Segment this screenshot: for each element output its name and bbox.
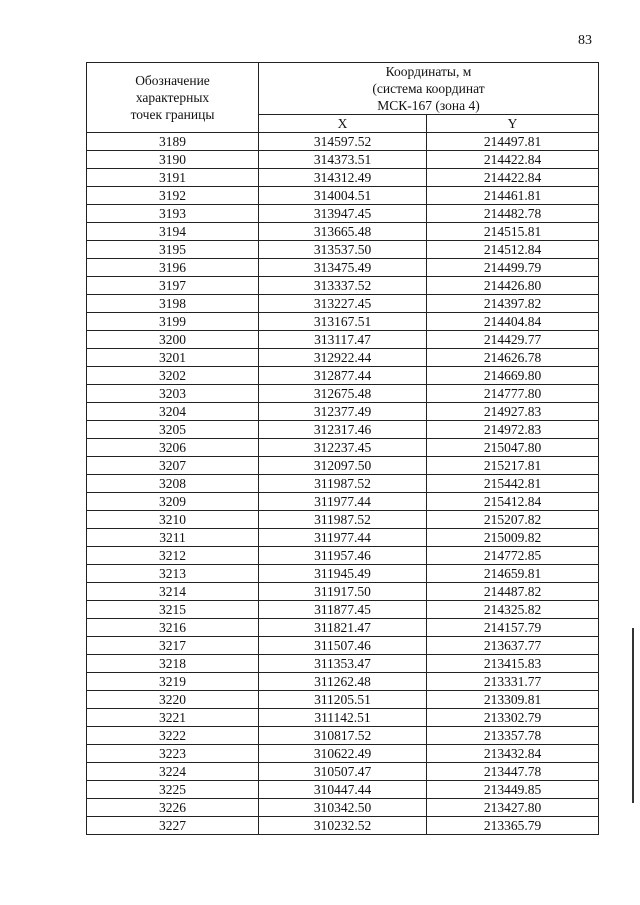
y-coordinate-cell: 214515.81 [427, 223, 599, 241]
point-id-cell: 3199 [87, 313, 259, 331]
table-row [87, 727, 599, 745]
table-row [87, 529, 599, 547]
y-coordinate-cell: 215412.84 [427, 493, 599, 511]
x-coordinate-cell: 313117.47 [259, 331, 427, 349]
table-row [87, 259, 599, 277]
table-row [87, 709, 599, 727]
point-id-cell: 3208 [87, 475, 259, 493]
y-coordinate-cell: 214497.81 [427, 133, 599, 151]
x-coordinate-cell: 311987.52 [259, 511, 427, 529]
x-coordinate-cell: 312377.49 [259, 403, 427, 421]
x-coordinate-cell: 314004.51 [259, 187, 427, 205]
x-coordinate-cell: 313947.45 [259, 205, 427, 223]
y-coordinate-cell: 213432.84 [427, 745, 599, 763]
y-coordinate-cell: 215047.80 [427, 439, 599, 457]
x-coordinate-cell: 311142.51 [259, 709, 427, 727]
x-coordinate-cell: 310447.44 [259, 781, 427, 799]
y-coordinate-cell: 215009.82 [427, 529, 599, 547]
header-point-designation [87, 63, 259, 133]
header-coordinates [259, 63, 599, 115]
table-row [87, 799, 599, 817]
header-point-line: характерных [135, 90, 210, 105]
table-row [87, 493, 599, 511]
x-coordinate-cell: 311353.47 [259, 655, 427, 673]
y-coordinate-cell: 214422.84 [427, 151, 599, 169]
point-id-cell: 3214 [87, 583, 259, 601]
y-coordinate-cell: 214626.78 [427, 349, 599, 367]
y-coordinate-cell: 213331.77 [427, 673, 599, 691]
table-row [87, 331, 599, 349]
table-row [87, 421, 599, 439]
y-coordinate-cell: 213449.85 [427, 781, 599, 799]
point-id-cell: 3218 [87, 655, 259, 673]
y-coordinate-cell: 214777.80 [427, 385, 599, 403]
y-coordinate-cell: 214927.83 [427, 403, 599, 421]
table-row [87, 349, 599, 367]
y-coordinate-cell: 214157.79 [427, 619, 599, 637]
table-row [87, 151, 599, 169]
y-coordinate-cell: 214499.79 [427, 259, 599, 277]
y-coordinate-cell: 213302.79 [427, 709, 599, 727]
x-coordinate-cell: 312237.45 [259, 439, 427, 457]
point-id-cell: 3190 [87, 151, 259, 169]
y-coordinate-cell: 214422.84 [427, 169, 599, 187]
x-coordinate-cell: 313337.52 [259, 277, 427, 295]
y-coordinate-cell: 215442.81 [427, 475, 599, 493]
x-coordinate-cell: 311957.46 [259, 547, 427, 565]
table-row [87, 565, 599, 583]
y-coordinate-cell: 213427.80 [427, 799, 599, 817]
point-id-cell: 3209 [87, 493, 259, 511]
page-number: 83 [578, 33, 592, 48]
y-coordinate-cell: 213447.78 [427, 763, 599, 781]
x-coordinate-cell: 311977.44 [259, 529, 427, 547]
table-row [87, 367, 599, 385]
x-coordinate-cell: 313665.48 [259, 223, 427, 241]
point-id-cell: 3215 [87, 601, 259, 619]
y-coordinate-cell: 213309.81 [427, 691, 599, 709]
point-id-cell: 3213 [87, 565, 259, 583]
table-row [87, 241, 599, 259]
table-row [87, 619, 599, 637]
y-coordinate-cell: 214325.82 [427, 601, 599, 619]
x-coordinate-cell: 310507.47 [259, 763, 427, 781]
header-x: X [259, 115, 427, 133]
header-coords-line: (система координат [372, 81, 485, 96]
point-id-cell: 3220 [87, 691, 259, 709]
x-coordinate-cell: 311877.45 [259, 601, 427, 619]
point-id-cell: 3202 [87, 367, 259, 385]
table-row [87, 637, 599, 655]
table-row [87, 205, 599, 223]
x-coordinate-cell: 310342.50 [259, 799, 427, 817]
point-id-cell: 3226 [87, 799, 259, 817]
point-id-cell: 3195 [87, 241, 259, 259]
point-id-cell: 3191 [87, 169, 259, 187]
x-coordinate-cell: 310232.52 [259, 817, 427, 835]
y-coordinate-cell: 215207.82 [427, 511, 599, 529]
y-coordinate-cell: 214426.80 [427, 277, 599, 295]
y-coordinate-cell: 214972.83 [427, 421, 599, 439]
x-coordinate-cell: 310622.49 [259, 745, 427, 763]
y-coordinate-cell: 215217.81 [427, 457, 599, 475]
table-row [87, 313, 599, 331]
table-row [87, 133, 599, 151]
point-id-cell: 3217 [87, 637, 259, 655]
table-row [87, 781, 599, 799]
scan-edge-mark [632, 628, 634, 803]
x-coordinate-cell: 313227.45 [259, 295, 427, 313]
header-coords-line: МСК-167 (зона 4) [377, 98, 480, 113]
y-coordinate-cell: 214659.81 [427, 565, 599, 583]
point-id-cell: 3224 [87, 763, 259, 781]
point-id-cell: 3210 [87, 511, 259, 529]
point-id-cell: 3205 [87, 421, 259, 439]
point-id-cell: 3222 [87, 727, 259, 745]
x-coordinate-cell: 311507.46 [259, 637, 427, 655]
y-coordinate-cell: 213637.77 [427, 637, 599, 655]
table-row [87, 547, 599, 565]
table-row [87, 583, 599, 601]
x-coordinate-cell: 312317.46 [259, 421, 427, 439]
header-y: Y [427, 115, 599, 133]
y-coordinate-cell: 214397.82 [427, 295, 599, 313]
point-id-cell: 3192 [87, 187, 259, 205]
point-id-cell: 3200 [87, 331, 259, 349]
table-row [87, 691, 599, 709]
x-coordinate-cell: 313537.50 [259, 241, 427, 259]
header-coords-line: Координаты, м [385, 64, 472, 79]
table-row [87, 169, 599, 187]
y-coordinate-cell: 214512.84 [427, 241, 599, 259]
table-header-row [87, 63, 599, 115]
table-row [87, 277, 599, 295]
x-coordinate-cell: 311205.51 [259, 691, 427, 709]
point-id-cell: 3227 [87, 817, 259, 835]
point-id-cell: 3196 [87, 259, 259, 277]
y-coordinate-cell: 214772.85 [427, 547, 599, 565]
point-id-cell: 3198 [87, 295, 259, 313]
point-id-cell: 3216 [87, 619, 259, 637]
point-id-cell: 3203 [87, 385, 259, 403]
table-body [87, 133, 599, 835]
header-point-line: Обозначение [135, 73, 210, 88]
table-row [87, 745, 599, 763]
point-id-cell: 3194 [87, 223, 259, 241]
x-coordinate-cell: 311987.52 [259, 475, 427, 493]
x-coordinate-cell: 314312.49 [259, 169, 427, 187]
point-id-cell: 3204 [87, 403, 259, 421]
x-coordinate-cell: 312097.50 [259, 457, 427, 475]
x-coordinate-cell: 311262.48 [259, 673, 427, 691]
x-coordinate-cell: 313475.49 [259, 259, 427, 277]
x-coordinate-cell: 312922.44 [259, 349, 427, 367]
y-coordinate-cell: 214461.81 [427, 187, 599, 205]
y-coordinate-cell: 214429.77 [427, 331, 599, 349]
y-coordinate-cell: 213415.83 [427, 655, 599, 673]
y-coordinate-cell: 214482.78 [427, 205, 599, 223]
x-coordinate-cell: 312675.48 [259, 385, 427, 403]
point-id-cell: 3207 [87, 457, 259, 475]
table-row [87, 655, 599, 673]
x-coordinate-cell: 314373.51 [259, 151, 427, 169]
table-row [87, 817, 599, 835]
table-row [87, 601, 599, 619]
point-id-cell: 3223 [87, 745, 259, 763]
table-row [87, 295, 599, 313]
table-row [87, 223, 599, 241]
table-row [87, 403, 599, 421]
point-id-cell: 3201 [87, 349, 259, 367]
point-id-cell: 3212 [87, 547, 259, 565]
header-point-line: точек границы [130, 107, 215, 122]
x-coordinate-cell: 311917.50 [259, 583, 427, 601]
table-row [87, 439, 599, 457]
table-row [87, 475, 599, 493]
y-coordinate-cell: 214669.80 [427, 367, 599, 385]
x-coordinate-cell: 314597.52 [259, 133, 427, 151]
point-id-cell: 3225 [87, 781, 259, 799]
x-coordinate-cell: 311945.49 [259, 565, 427, 583]
table-row [87, 673, 599, 691]
y-coordinate-cell: 214487.82 [427, 583, 599, 601]
point-id-cell: 3193 [87, 205, 259, 223]
x-coordinate-cell: 310817.52 [259, 727, 427, 745]
point-id-cell: 3211 [87, 529, 259, 547]
table-row [87, 187, 599, 205]
table-row [87, 385, 599, 403]
x-coordinate-cell: 312877.44 [259, 367, 427, 385]
table-row [87, 511, 599, 529]
y-coordinate-cell: 213365.79 [427, 817, 599, 835]
table-row [87, 457, 599, 475]
x-coordinate-cell: 313167.51 [259, 313, 427, 331]
point-id-cell: 3197 [87, 277, 259, 295]
table-row [87, 763, 599, 781]
x-coordinate-cell: 311977.44 [259, 493, 427, 511]
y-coordinate-cell: 214404.84 [427, 313, 599, 331]
point-id-cell: 3221 [87, 709, 259, 727]
coordinates-table [86, 62, 599, 835]
point-id-cell: 3219 [87, 673, 259, 691]
point-id-cell: 3189 [87, 133, 259, 151]
y-coordinate-cell: 213357.78 [427, 727, 599, 745]
point-id-cell: 3206 [87, 439, 259, 457]
x-coordinate-cell: 311821.47 [259, 619, 427, 637]
